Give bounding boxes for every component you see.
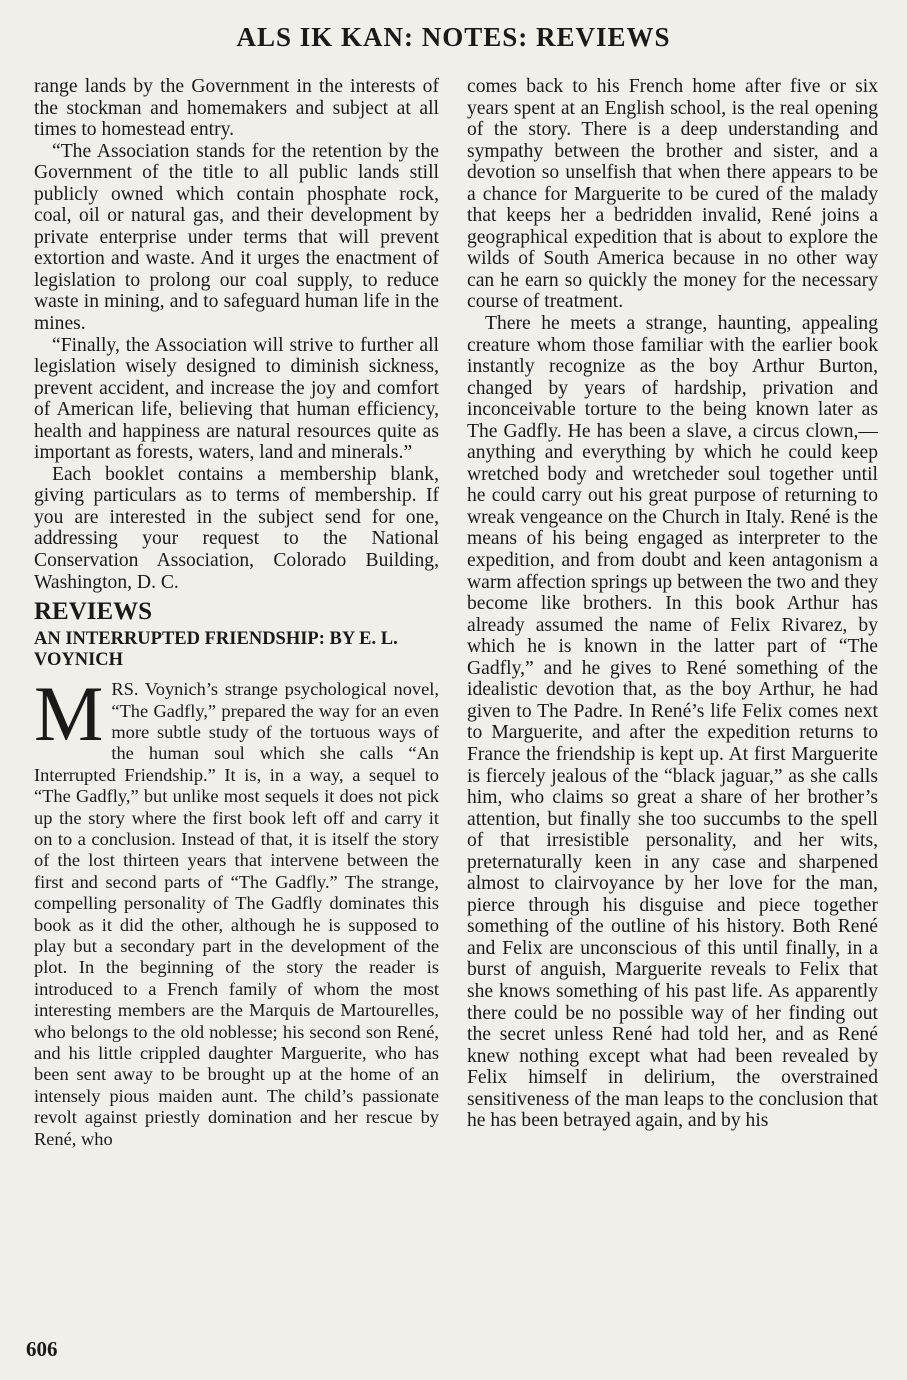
- section-title: REVIEWS: [34, 598, 153, 626]
- paragraph: “Finally, the Association will strive to further all legislation wisely designed to diminish sickness, prevent accident, and increase the joy and comfort of American life, believing that human efficiency, health and happiness are natural resources quite as important as forests, waters, land and minerals.”: [34, 334, 439, 464]
- paragraph: There he meets a strange, haunting, appealing creature whom those familiar with the earlier book instantly recognize as the boy Arthur Burton, changed by years of hardship, privation and inconceivable torture to the being known later as The Gadfly. He has been a slave, a circus clown,—anything and everything by which he could keep wretched body and wretcheder soul together until he could carry out his great purpose of returning to wreak vengeance on the Church in Italy. René is the means of his being engaged as interpreter to the expedition, and from doubt and keen antagonism a warm affection springs up between the two and they become like brothers. In this book Arthur has already assumed the name of Felix Rivarez, by which he is known in the latter part of “The Gadfly,” and he gives to René something of the idealistic devotion that, as the boy Arthur, he had given to The Padre. In René’s life Felix comes next to Marguerite, and after the expedition returns to France the friendship is kept up. At first Marguerite is fiercely jealous of the “black jaguar,” as she calls him, who claims so great a share of her brother’s attention, but finally she too succumbs to the spell of that irresistible personality, and her wits, preternaturally keen in any case and sharpened almost to clairvoyance by her love for the man, pierce through his disguise and piece together something of the outline of his history. Both René and Felix are unconscious of this until finally, in a burst of anguish, Marguerite reveals to Felix that she knows something of his past life. As apparently there could be no possible way of her finding out the secret unless René had told her, and as René knew nothing except what had been revealed by Felix himself in delirium, the overstrained sensitiveness of the man leaps to the conclusion that he has been betrayed again, and by his: [467, 313, 878, 1132]
- drop-cap: M: [34, 670, 104, 758]
- paragraph: range lands by the Government in the interests of the stockman and homemakers and subject at all times to homestead entry.: [34, 76, 439, 141]
- left-column: [34, 76, 439, 1150]
- paragraph: Each booklet contains a membership blank, giving particulars as to terms of membership. If you are interested in the subject send for one, addressing your request to the National Conservation Association, Colorado Building, Washington, D. C.: [34, 463, 439, 593]
- review-title: AN INTERRUPTED FRIENDSHIP: BY E. L. VOYNICH: [34, 629, 398, 671]
- paragraph: “The Association stands for the retention by the Government of the title to all public lands still publicly owned which contain phosphate rock, coal, oil or natural gas, and their development by private enterprise under terms that will prevent extortion and waste. And it urges the enactment of legislation to prolong our coal supply, to reduce waste in mining, and to safeguard human life in the mines.: [34, 140, 439, 335]
- review-body-container: [34, 670, 439, 1150]
- paragraph: comes back to his French home after five or six years spent at an English school, is the real opening of the story. There is a deep understanding and sympathy between the brother and sister, and a devotion so unselfish that when there appears to be a chance for Marguerite to be cured of the malady that keeps her a bedridden invalid, René joins a geographical expedition that is about to explore the wilds of South America because in no other way can he earn so quickly the money for the necessary course of treatment.: [467, 76, 878, 313]
- page-number: 606: [26, 1337, 58, 1361]
- review-body: RS. Voynich’s strange psychological novel, “The Gadfly,” prepared the way for an even more subtle study of the tortuous ways of the human soul which she calls “An Interrupted Friendship.” It is, in a way, a sequel to “The Gadfly,” but unlike most sequels it does not pick up the story where the first book left off and carry it on to a conclusion. Instead of that, it is itself the story of the lost thirteen years that intervene between the first and second parts of “The Gadfly.” The strange, compelling personality of The Gadfly dominates this book as it did the other, although he is supposed to play but a secondary part in the development of the plot. In the beginning of the story the reader is introduced to a French family of whom the most interesting members are the Marquis de Martourelles, who belongs to the old noblesse; his second son René, and his little crippled daughter Marguerite, who has been sent away to be brought up at the home of an intensely pious maiden aunt. The child’s passionate revolt against priestly domination and her rescue by René, who: [34, 679, 439, 1149]
- running-header: ALS IK KAN: NOTES: REVIEWS: [236, 22, 671, 52]
- right-column: [467, 76, 878, 1132]
